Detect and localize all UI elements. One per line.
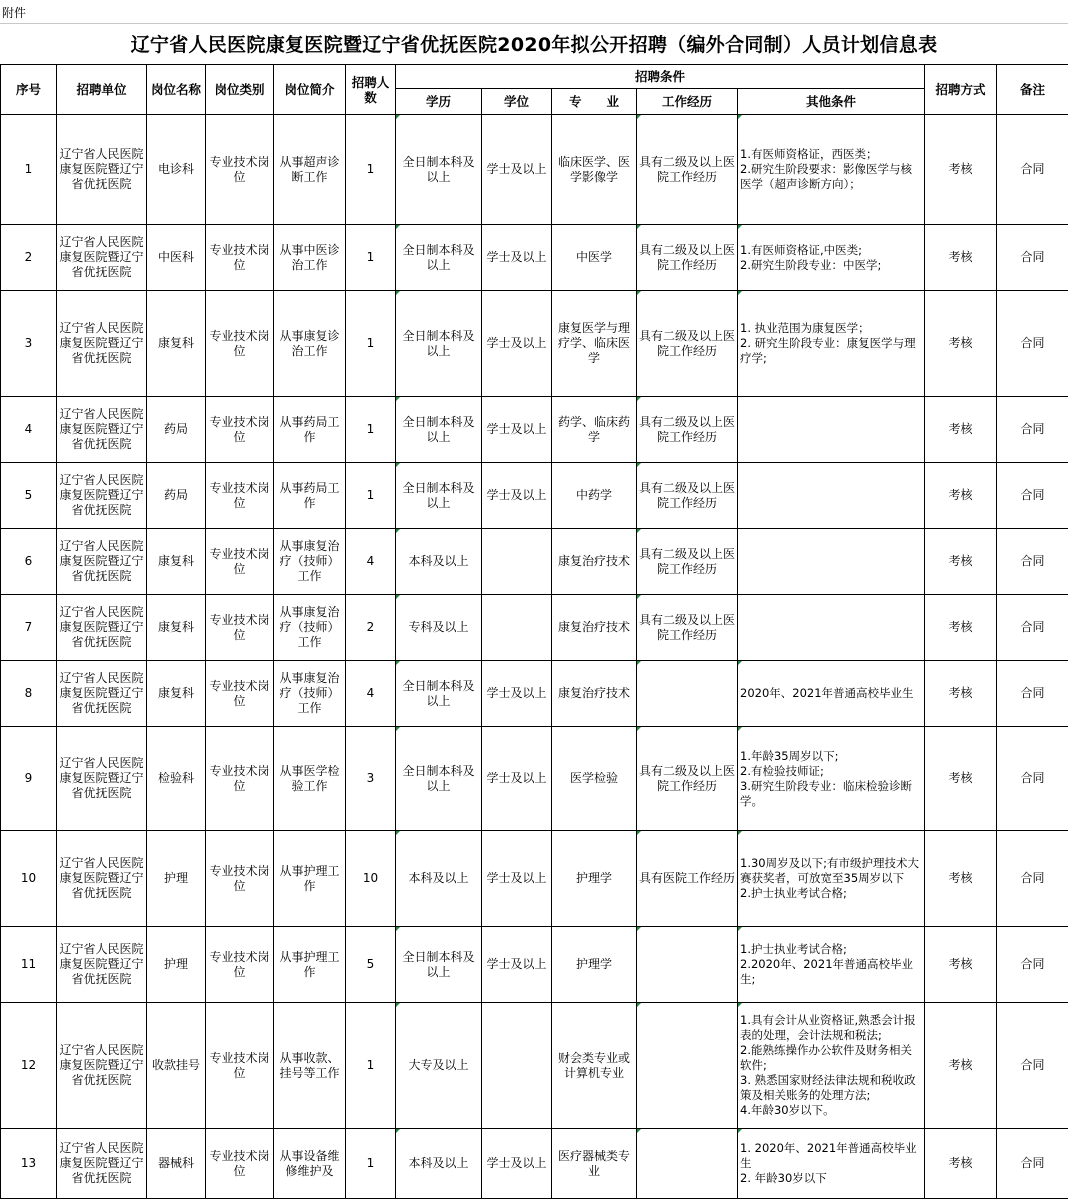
post-name-cell: 药局 bbox=[147, 463, 206, 529]
table-row bbox=[1, 291, 1068, 397]
other-conditions-cell bbox=[738, 595, 925, 661]
count-cell: 2 bbox=[346, 595, 396, 661]
post-desc-cell: 从事收款、挂号等工作 bbox=[274, 1003, 346, 1129]
post-desc-cell: 从事超声诊断工作 bbox=[274, 115, 346, 225]
experience-cell bbox=[637, 1129, 738, 1199]
unit-cell: 辽宁省人民医院康复医院暨辽宁省优抚医院 bbox=[57, 291, 147, 397]
other-condition-line: 3.研究生阶段专业：临床检验诊断学。 bbox=[740, 779, 922, 809]
unit-cell: 辽宁省人民医院康复医院暨辽宁省优抚医院 bbox=[57, 661, 147, 727]
other-conditions-cell bbox=[738, 1129, 925, 1199]
header-degree: 学位 bbox=[482, 89, 552, 115]
post-name-cell: 药局 bbox=[147, 397, 206, 463]
post-name-cell: 中医科 bbox=[147, 225, 206, 291]
unit-cell: 辽宁省人民医院康复医院暨辽宁省优抚医院 bbox=[57, 463, 147, 529]
count-cell: 1 bbox=[346, 291, 396, 397]
degree-cell bbox=[482, 529, 552, 595]
other-condition-line: 1.有医师资格证，西医类； bbox=[740, 147, 922, 162]
education-cell: 全日制本科及以上 bbox=[396, 727, 482, 831]
unit-cell: 辽宁省人民医院康复医院暨辽宁省优抚医院 bbox=[57, 595, 147, 661]
row-number-cell: 10 bbox=[1, 831, 57, 927]
unit-cell: 辽宁省人民医院康复医院暨辽宁省优抚医院 bbox=[57, 727, 147, 831]
degree-cell: 学士及以上 bbox=[482, 463, 552, 529]
count-cell: 1 bbox=[346, 225, 396, 291]
post-desc-cell: 从事中医诊治工作 bbox=[274, 225, 346, 291]
post-type-cell: 专业技术岗位 bbox=[206, 225, 274, 291]
count-cell: 1 bbox=[346, 463, 396, 529]
row-number-cell: 1 bbox=[1, 115, 57, 225]
degree-cell: 学士及以上 bbox=[482, 831, 552, 927]
education-cell: 全日制本科及以上 bbox=[396, 661, 482, 727]
unit-cell: 辽宁省人民医院康复医院暨辽宁省优抚医院 bbox=[57, 225, 147, 291]
unit-cell: 辽宁省人民医院康复医院暨辽宁省优抚医院 bbox=[57, 529, 147, 595]
other-condition-line: 2.护士执业考试合格; bbox=[740, 886, 922, 901]
header-method: 招聘方式 bbox=[925, 65, 997, 115]
other-conditions-cell bbox=[738, 529, 925, 595]
post-type-cell: 专业技术岗位 bbox=[206, 115, 274, 225]
header-education: 学历 bbox=[396, 89, 482, 115]
remark-cell: 合同 bbox=[997, 1129, 1068, 1199]
post-name-cell: 康复科 bbox=[147, 291, 206, 397]
header-post-desc: 岗位简介 bbox=[274, 65, 346, 115]
header-no: 序号 bbox=[1, 65, 57, 115]
header-post-type: 岗位类别 bbox=[206, 65, 274, 115]
method-cell: 考核 bbox=[925, 927, 997, 1003]
degree-cell bbox=[482, 1003, 552, 1129]
table-row bbox=[1, 1129, 1068, 1199]
post-desc-cell: 从事设备维修维护及 bbox=[274, 1129, 346, 1199]
experience-cell: 具有二级及以上医院工作经历 bbox=[637, 397, 738, 463]
post-type-cell: 专业技术岗位 bbox=[206, 397, 274, 463]
table-row bbox=[1, 727, 1068, 831]
table-row bbox=[1, 115, 1068, 225]
unit-cell: 辽宁省人民医院康复医院暨辽宁省优抚医院 bbox=[57, 1003, 147, 1129]
method-cell: 考核 bbox=[925, 1003, 997, 1129]
remark-cell: 合同 bbox=[997, 927, 1068, 1003]
unit-cell: 辽宁省人民医院康复医院暨辽宁省优抚医院 bbox=[57, 1129, 147, 1199]
other-conditions-cell bbox=[738, 1003, 925, 1129]
education-cell: 全日制本科及以上 bbox=[396, 225, 482, 291]
experience-cell: 具有医院工作经历 bbox=[637, 831, 738, 927]
other-condition-line: 2020年、2021年普通高校毕业生 bbox=[740, 686, 922, 701]
count-cell: 1 bbox=[346, 397, 396, 463]
table-row bbox=[1, 225, 1068, 291]
other-conditions-cell bbox=[738, 115, 925, 225]
table-row bbox=[1, 397, 1068, 463]
count-cell: 1 bbox=[346, 1129, 396, 1199]
remark-cell: 合同 bbox=[997, 291, 1068, 397]
post-type-cell: 专业技术岗位 bbox=[206, 661, 274, 727]
education-cell: 本科及以上 bbox=[396, 1129, 482, 1199]
post-desc-cell: 从事康复治疗（技师）工作 bbox=[274, 529, 346, 595]
remark-cell: 合同 bbox=[997, 225, 1068, 291]
major-cell: 康复治疗技术 bbox=[552, 661, 637, 727]
major-cell: 康复治疗技术 bbox=[552, 529, 637, 595]
other-condition-line: 2.研究生阶段要求：影像医学与核医学（超声诊断方向）； bbox=[740, 162, 922, 192]
post-type-cell: 专业技术岗位 bbox=[206, 1003, 274, 1129]
header-unit: 招聘单位 bbox=[57, 65, 147, 115]
post-name-cell: 护理 bbox=[147, 831, 206, 927]
major-cell: 中药学 bbox=[552, 463, 637, 529]
table-body bbox=[1, 115, 1068, 1199]
other-conditions-cell bbox=[738, 397, 925, 463]
degree-cell: 学士及以上 bbox=[482, 225, 552, 291]
post-type-cell: 专业技术岗位 bbox=[206, 1129, 274, 1199]
post-name-cell: 收款挂号 bbox=[147, 1003, 206, 1129]
degree-cell: 学士及以上 bbox=[482, 661, 552, 727]
education-cell: 全日制本科及以上 bbox=[396, 115, 482, 225]
row-number-cell: 11 bbox=[1, 927, 57, 1003]
experience-cell: 具有二级及以上医院工作经历 bbox=[637, 291, 738, 397]
row-number-cell: 5 bbox=[1, 463, 57, 529]
row-number-cell: 9 bbox=[1, 727, 57, 831]
post-type-cell: 专业技术岗位 bbox=[206, 831, 274, 927]
education-cell: 全日制本科及以上 bbox=[396, 463, 482, 529]
degree-cell: 学士及以上 bbox=[482, 291, 552, 397]
other-condition-line: 2.研究生阶段专业：中医学; bbox=[740, 258, 922, 273]
other-condition-line: 2.有检验技师证; bbox=[740, 764, 922, 779]
post-name-cell: 电诊科 bbox=[147, 115, 206, 225]
method-cell: 考核 bbox=[925, 291, 997, 397]
education-cell: 本科及以上 bbox=[396, 831, 482, 927]
post-name-cell: 康复科 bbox=[147, 595, 206, 661]
method-cell: 考核 bbox=[925, 529, 997, 595]
remark-cell: 合同 bbox=[997, 1003, 1068, 1129]
header-experience: 工作经历 bbox=[637, 89, 738, 115]
count-cell: 4 bbox=[346, 661, 396, 727]
method-cell: 考核 bbox=[925, 397, 997, 463]
table-row bbox=[1, 927, 1068, 1003]
experience-cell: 具有二级及以上医院工作经历 bbox=[637, 463, 738, 529]
other-condition-line: 1.具有会计从业资格证,熟悉会计报表的处理，会计法规和税法; bbox=[740, 1013, 922, 1043]
major-cell: 康复治疗技术 bbox=[552, 595, 637, 661]
count-cell: 5 bbox=[346, 927, 396, 1003]
major-cell: 财会类专业或计算机专业 bbox=[552, 1003, 637, 1129]
education-cell: 专科及以上 bbox=[396, 595, 482, 661]
row-number-cell: 2 bbox=[1, 225, 57, 291]
post-desc-cell: 从事康复治疗（技师）工作 bbox=[274, 595, 346, 661]
experience-cell: 具有二级及以上医院工作经历 bbox=[637, 225, 738, 291]
method-cell: 考核 bbox=[925, 661, 997, 727]
count-cell: 1 bbox=[346, 115, 396, 225]
recruitment-table bbox=[0, 64, 1068, 1199]
other-condition-line: 2. 年龄30岁以下 bbox=[740, 1171, 922, 1186]
post-type-cell: 专业技术岗位 bbox=[206, 595, 274, 661]
major-cell: 医学检验 bbox=[552, 727, 637, 831]
other-condition-line: 4.年龄30岁以下。 bbox=[740, 1103, 922, 1118]
post-name-cell: 护理 bbox=[147, 927, 206, 1003]
remark-cell: 合同 bbox=[997, 661, 1068, 727]
attachment-label: 附件 bbox=[2, 4, 26, 21]
degree-cell: 学士及以上 bbox=[482, 397, 552, 463]
remark-cell: 合同 bbox=[997, 397, 1068, 463]
row-number-cell: 8 bbox=[1, 661, 57, 727]
degree-cell: 学士及以上 bbox=[482, 727, 552, 831]
other-condition-line: 1.30周岁及以下;有市级护理技术大赛获奖者，可放宽至35周岁以下 bbox=[740, 856, 922, 886]
other-condition-line: 2.2020年、2021年普通高校毕业生; bbox=[740, 957, 922, 987]
remark-cell: 合同 bbox=[997, 595, 1068, 661]
method-cell: 考核 bbox=[925, 595, 997, 661]
count-cell: 4 bbox=[346, 529, 396, 595]
major-cell: 药学、临床药学 bbox=[552, 397, 637, 463]
experience-cell: 具有二级及以上医院工作经历 bbox=[637, 529, 738, 595]
row-number-cell: 13 bbox=[1, 1129, 57, 1199]
table-row bbox=[1, 529, 1068, 595]
row-number-cell: 4 bbox=[1, 397, 57, 463]
post-type-cell: 专业技术岗位 bbox=[206, 927, 274, 1003]
method-cell: 考核 bbox=[925, 1129, 997, 1199]
major-cell: 护理学 bbox=[552, 831, 637, 927]
remark-cell: 合同 bbox=[997, 727, 1068, 831]
header-conditions: 招聘条件 bbox=[396, 65, 925, 89]
experience-cell: 具有二级及以上医院工作经历 bbox=[637, 595, 738, 661]
method-cell: 考核 bbox=[925, 115, 997, 225]
method-cell: 考核 bbox=[925, 225, 997, 291]
sheet-gridline bbox=[0, 23, 1068, 24]
education-cell: 全日制本科及以上 bbox=[396, 291, 482, 397]
experience-cell bbox=[637, 1003, 738, 1129]
post-type-cell: 专业技术岗位 bbox=[206, 291, 274, 397]
other-condition-line: 2. 研究生阶段专业：康复医学与理疗学; bbox=[740, 336, 922, 366]
post-type-cell: 专业技术岗位 bbox=[206, 529, 274, 595]
other-condition-line: 1. 2020年、2021年普通高校毕业生 bbox=[740, 1141, 922, 1171]
row-number-cell: 7 bbox=[1, 595, 57, 661]
other-conditions-cell bbox=[738, 291, 925, 397]
post-name-cell: 康复科 bbox=[147, 661, 206, 727]
count-cell: 10 bbox=[346, 831, 396, 927]
post-desc-cell: 从事药局工作 bbox=[274, 397, 346, 463]
experience-cell: 具有二级及以上医院工作经历 bbox=[637, 115, 738, 225]
table-row bbox=[1, 1003, 1068, 1129]
post-name-cell: 康复科 bbox=[147, 529, 206, 595]
method-cell: 考核 bbox=[925, 727, 997, 831]
header-other: 其他条件 bbox=[738, 89, 925, 115]
other-condition-line: 1.年龄35周岁以下; bbox=[740, 749, 922, 764]
other-condition-line: 1.护士执业考试合格; bbox=[740, 942, 922, 957]
table-row bbox=[1, 661, 1068, 727]
degree-cell: 学士及以上 bbox=[482, 1129, 552, 1199]
table-row bbox=[1, 595, 1068, 661]
education-cell: 本科及以上 bbox=[396, 529, 482, 595]
header-count: 招聘人数 bbox=[346, 65, 396, 115]
other-condition-line: 3. 熟悉国家财经法律法规和税收政策及相关账务的处理方法; bbox=[740, 1073, 922, 1103]
post-type-cell: 专业技术岗位 bbox=[206, 463, 274, 529]
table-row bbox=[1, 831, 1068, 927]
method-cell: 考核 bbox=[925, 463, 997, 529]
header-post-name: 岗位名称 bbox=[147, 65, 206, 115]
other-conditions-cell bbox=[738, 463, 925, 529]
other-condition-line: 2.能熟练操作办公软件及财务相关软件; bbox=[740, 1043, 922, 1073]
other-conditions-cell bbox=[738, 727, 925, 831]
method-cell: 考核 bbox=[925, 831, 997, 927]
remark-cell: 合同 bbox=[997, 115, 1068, 225]
header-major: 专 业 bbox=[552, 89, 637, 115]
degree-cell: 学士及以上 bbox=[482, 115, 552, 225]
unit-cell: 辽宁省人民医院康复医院暨辽宁省优抚医院 bbox=[57, 831, 147, 927]
post-name-cell: 器械科 bbox=[147, 1129, 206, 1199]
post-desc-cell: 从事康复治疗（技师）工作 bbox=[274, 661, 346, 727]
post-desc-cell: 从事护理工作 bbox=[274, 927, 346, 1003]
remark-cell: 合同 bbox=[997, 529, 1068, 595]
experience-cell: 具有二级及以上医院工作经历 bbox=[637, 727, 738, 831]
table-row bbox=[1, 463, 1068, 529]
major-cell: 护理学 bbox=[552, 927, 637, 1003]
header-remark: 备注 bbox=[997, 65, 1068, 115]
post-type-cell: 专业技术岗位 bbox=[206, 727, 274, 831]
other-conditions-cell bbox=[738, 831, 925, 927]
other-condition-line: 1.有医师资格证,中医类; bbox=[740, 243, 922, 258]
count-cell: 3 bbox=[346, 727, 396, 831]
major-cell: 康复医学与理疗学、临床医学 bbox=[552, 291, 637, 397]
remark-cell: 合同 bbox=[997, 463, 1068, 529]
unit-cell: 辽宁省人民医院康复医院暨辽宁省优抚医院 bbox=[57, 397, 147, 463]
major-cell: 临床医学、医学影像学 bbox=[552, 115, 637, 225]
post-desc-cell: 从事康复诊治工作 bbox=[274, 291, 346, 397]
education-cell: 大专及以上 bbox=[396, 1003, 482, 1129]
count-cell: 1 bbox=[346, 1003, 396, 1129]
unit-cell: 辽宁省人民医院康复医院暨辽宁省优抚医院 bbox=[57, 115, 147, 225]
post-desc-cell: 从事药局工作 bbox=[274, 463, 346, 529]
remark-cell: 合同 bbox=[997, 831, 1068, 927]
other-conditions-cell bbox=[738, 927, 925, 1003]
page-title: 辽宁省人民医院康复医院暨辽宁省优抚医院2020年拟公开招聘（编外合同制）人员计划信息表 bbox=[0, 27, 1068, 63]
row-number-cell: 3 bbox=[1, 291, 57, 397]
other-condition-line: 1. 执业范围为康复医学； bbox=[740, 321, 922, 336]
post-desc-cell: 从事护理工作 bbox=[274, 831, 346, 927]
other-conditions-cell bbox=[738, 225, 925, 291]
degree-cell bbox=[482, 595, 552, 661]
degree-cell: 学士及以上 bbox=[482, 927, 552, 1003]
experience-cell bbox=[637, 661, 738, 727]
education-cell: 全日制本科及以上 bbox=[396, 927, 482, 1003]
experience-cell bbox=[637, 927, 738, 1003]
major-cell: 医疗器械类专业 bbox=[552, 1129, 637, 1199]
row-number-cell: 12 bbox=[1, 1003, 57, 1129]
post-desc-cell: 从事医学检验工作 bbox=[274, 727, 346, 831]
row-number-cell: 6 bbox=[1, 529, 57, 595]
other-conditions-cell bbox=[738, 661, 925, 727]
post-name-cell: 检验科 bbox=[147, 727, 206, 831]
unit-cell: 辽宁省人民医院康复医院暨辽宁省优抚医院 bbox=[57, 927, 147, 1003]
education-cell: 全日制本科及以上 bbox=[396, 397, 482, 463]
major-cell: 中医学 bbox=[552, 225, 637, 291]
